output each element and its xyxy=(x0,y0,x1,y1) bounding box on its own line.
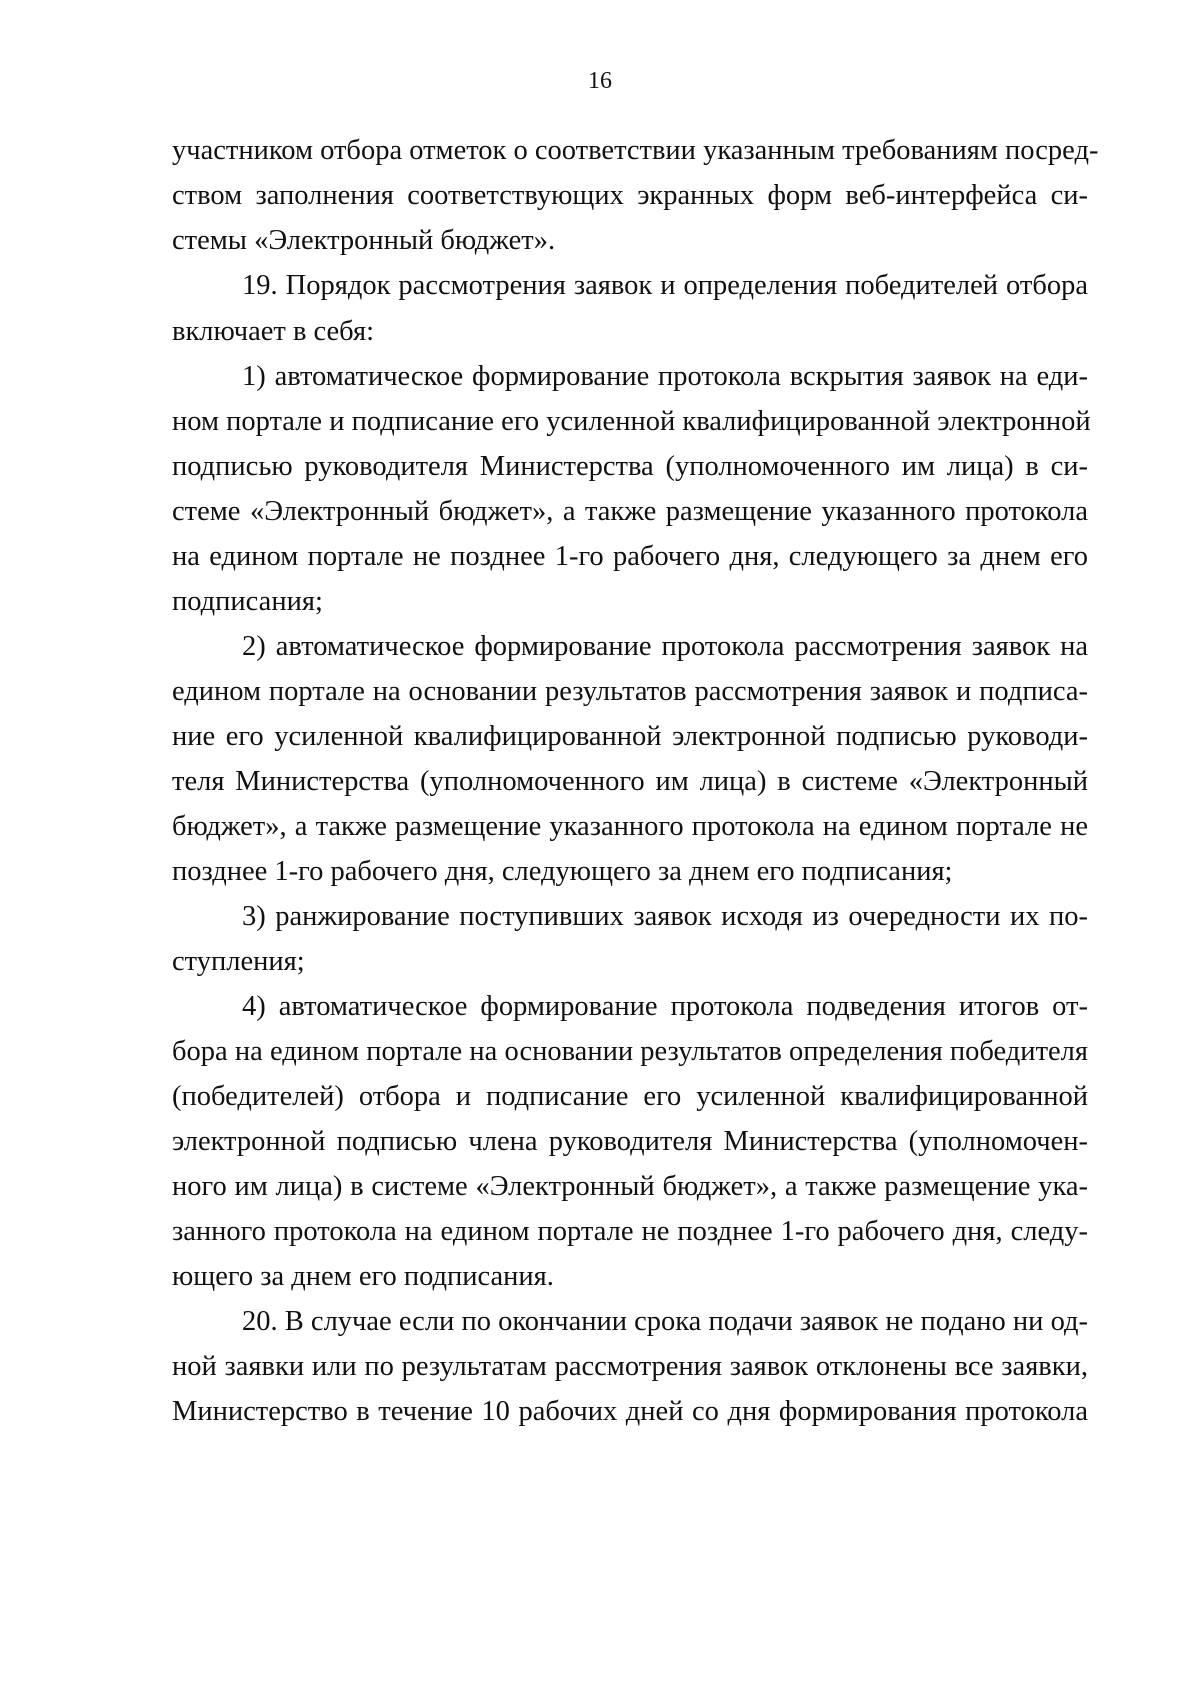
text-line: на едином портале не позднее 1-го рабочего дня, следующего за днем его xyxy=(172,541,1088,572)
text-line: теля Министерства (уполномоченного им лица) в системе «Электронный xyxy=(172,766,1088,797)
text-line: ного им лица) в системе «Электронный бюджет», а также размещение ука- xyxy=(172,1171,1088,1202)
text-line: бора на едином портале на основании результатов определения победителя xyxy=(172,1036,1088,1067)
text-line: подписью руководителя Министерства (уполномоченного им лица) в си- xyxy=(172,451,1088,482)
text-line: электронной подписью члена руководителя Министерства (уполномочен- xyxy=(172,1126,1088,1157)
text-line: стемы «Электронный бюджет». xyxy=(172,225,556,256)
text-line: 1) автоматическое формирование протокола вскрытия заявок на еди- xyxy=(242,361,1088,392)
text-line: ступления; xyxy=(172,946,305,977)
text-line: Министерство в течение 10 рабочих дней со дня формирования протокола xyxy=(172,1396,1088,1427)
text-line: 19. Порядок рассмотрения заявок и определения победителей отбора xyxy=(242,270,1088,301)
text-line: (победителей) отбора и подписание его усиленной квалифицированной xyxy=(172,1081,1088,1112)
text-line: стеме «Электронный бюджет», а также размещение указанного протокола xyxy=(172,496,1088,527)
text-line: едином портале на основании результатов рассмотрения заявок и подписа- xyxy=(172,676,1088,707)
text-line: 4) автоматическое формирование протокола подведения итогов от- xyxy=(242,991,1088,1022)
text-line: включает в себя: xyxy=(172,316,374,347)
text-line: ной заявки или по результатам рассмотрения заявок отклонены все заявки, xyxy=(172,1351,1088,1382)
text-line: участником отбора отметок о соответствии указанным требованиям посред- xyxy=(172,135,1099,166)
text-line: ющего за днем его подписания. xyxy=(172,1261,554,1292)
text-line: ством заполнения соответствующих экранных форм веб-интерфейса си- xyxy=(172,180,1088,211)
page-number: 16 xyxy=(588,68,612,94)
text-line: занного протокола на едином портале не позднее 1-го рабочего дня, следу- xyxy=(172,1216,1088,1247)
text-line: ние его усиленной квалифицированной электронной подписью руководи- xyxy=(172,721,1088,752)
text-line: бюджет», а также размещение указанного протокола на едином портале не xyxy=(172,811,1088,842)
text-line: 3) ранжирование поступивших заявок исходя из очередности их по- xyxy=(242,901,1088,932)
text-line: ном портале и подписание его усиленной квалифицированной электронной xyxy=(172,406,1091,437)
text-line: позднее 1-го рабочего дня, следующего за днем его подписания; xyxy=(172,856,953,887)
text-line: подписания; xyxy=(172,586,323,617)
text-line: 2) автоматическое формирование протокола рассмотрения заявок на xyxy=(242,631,1088,662)
text-line: 20. В случае если по окончании срока подачи заявок не подано ни од- xyxy=(242,1306,1088,1337)
